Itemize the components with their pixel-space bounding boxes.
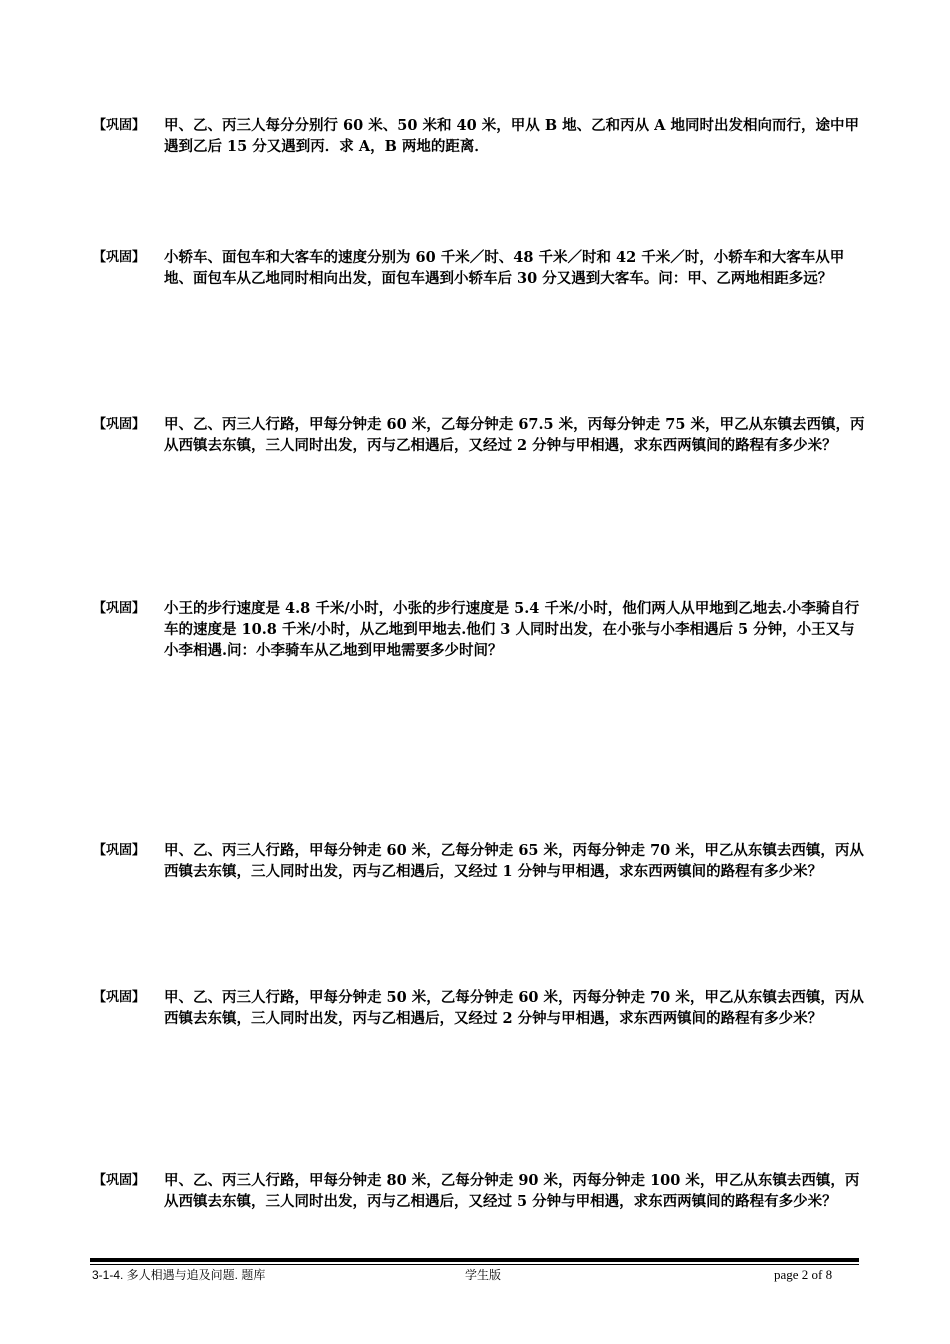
problem-tag: 【巩固】 xyxy=(93,601,146,616)
problem-text: 甲、乙、丙三人行路，甲每分钟走 80 米，乙每分钟走 90 米，丙每分钟走 100 米，甲乙从东镇去西镇，丙从西镇去东镇，三人同时出发，丙与乙相遇后，又经过 5 分钟与甲相遇，求东西两镇间的路程有多少米？ xyxy=(164,1172,860,1210)
problem-tag: 【巩固】 xyxy=(93,417,146,432)
problem-tag: 【巩固】 xyxy=(93,843,146,858)
footer-doc-title: 3-1-4. 多人相遇与追及问题. 题库 xyxy=(92,1268,266,1282)
problem-text: 甲、乙、丙三人每分分别行 60 米、50 米和 40 米，甲从 B 地、乙和丙从 A 地同时出发相向而行，途中甲遇到乙后 15 分又遇到丙．求 A，B 两地的距离． xyxy=(164,117,859,155)
problem-tag: 【巩固】 xyxy=(93,990,146,1005)
problem-text: 甲、乙、丙三人行路，甲每分钟走 50 米，乙每分钟走 60 米，丙每分钟走 70 米，甲乙从东镇去西镇，丙从西镇去东镇，三人同时出发，丙与乙相遇后，又经过 2 分钟与甲相遇，求东西两镇间的路程有多少米？ xyxy=(164,989,864,1027)
problem-tag: 【巩固】 xyxy=(93,1173,146,1188)
problem-tag: 【巩固】 xyxy=(93,118,146,133)
problem-text: 小轿车、面包车和大客车的速度分别为 60 千米／时、48 千米／时和 42 千米／时，小轿车和大客车从甲地、面包车从乙地同时相向出发，面包车遇到小轿车后 30 分又遇到大客车。问：甲、乙两地相距多远？ xyxy=(164,249,845,287)
footer-divider-thin xyxy=(90,1264,859,1265)
problem-text: 甲、乙、丙三人行路，甲每分钟走 60 米，乙每分钟走 65 米，丙每分钟走 70 米，甲乙从东镇去西镇，丙从西镇去东镇，三人同时出发，丙与乙相遇后，又经过 1 分钟与甲相遇，求东西两镇间的路程有多少米？ xyxy=(164,842,864,880)
footer-edition: 学生版 xyxy=(465,1268,502,1282)
footer-divider xyxy=(90,1258,859,1262)
problem-text: 小王的步行速度是 4.8 千米/小时，小张的步行速度是 5.4 千米/小时，他们两人从甲地到乙地去.小李骑自行车的速度是 10.8 千米/小时，从乙地到甲地去.他们 3 人同时出发，在小张与小李相遇后 5 分钟，小王又与小李相遇.问：小李骑车从乙地到甲地需要多少时间？ xyxy=(164,600,860,659)
footer-page-number: page 2 of 8 xyxy=(774,1267,833,1282)
problem-tag: 【巩固】 xyxy=(93,250,146,265)
problem-text: 甲、乙、丙三人行路，甲每分钟走 60 米，乙每分钟走 67.5 米，丙每分钟走 75 米，甲乙从东镇去西镇，丙从西镇去东镇，三人同时出发，丙与乙相遇后，又经过 2 分钟与甲相遇，求东西两镇间的路程有多少米？ xyxy=(164,416,865,454)
